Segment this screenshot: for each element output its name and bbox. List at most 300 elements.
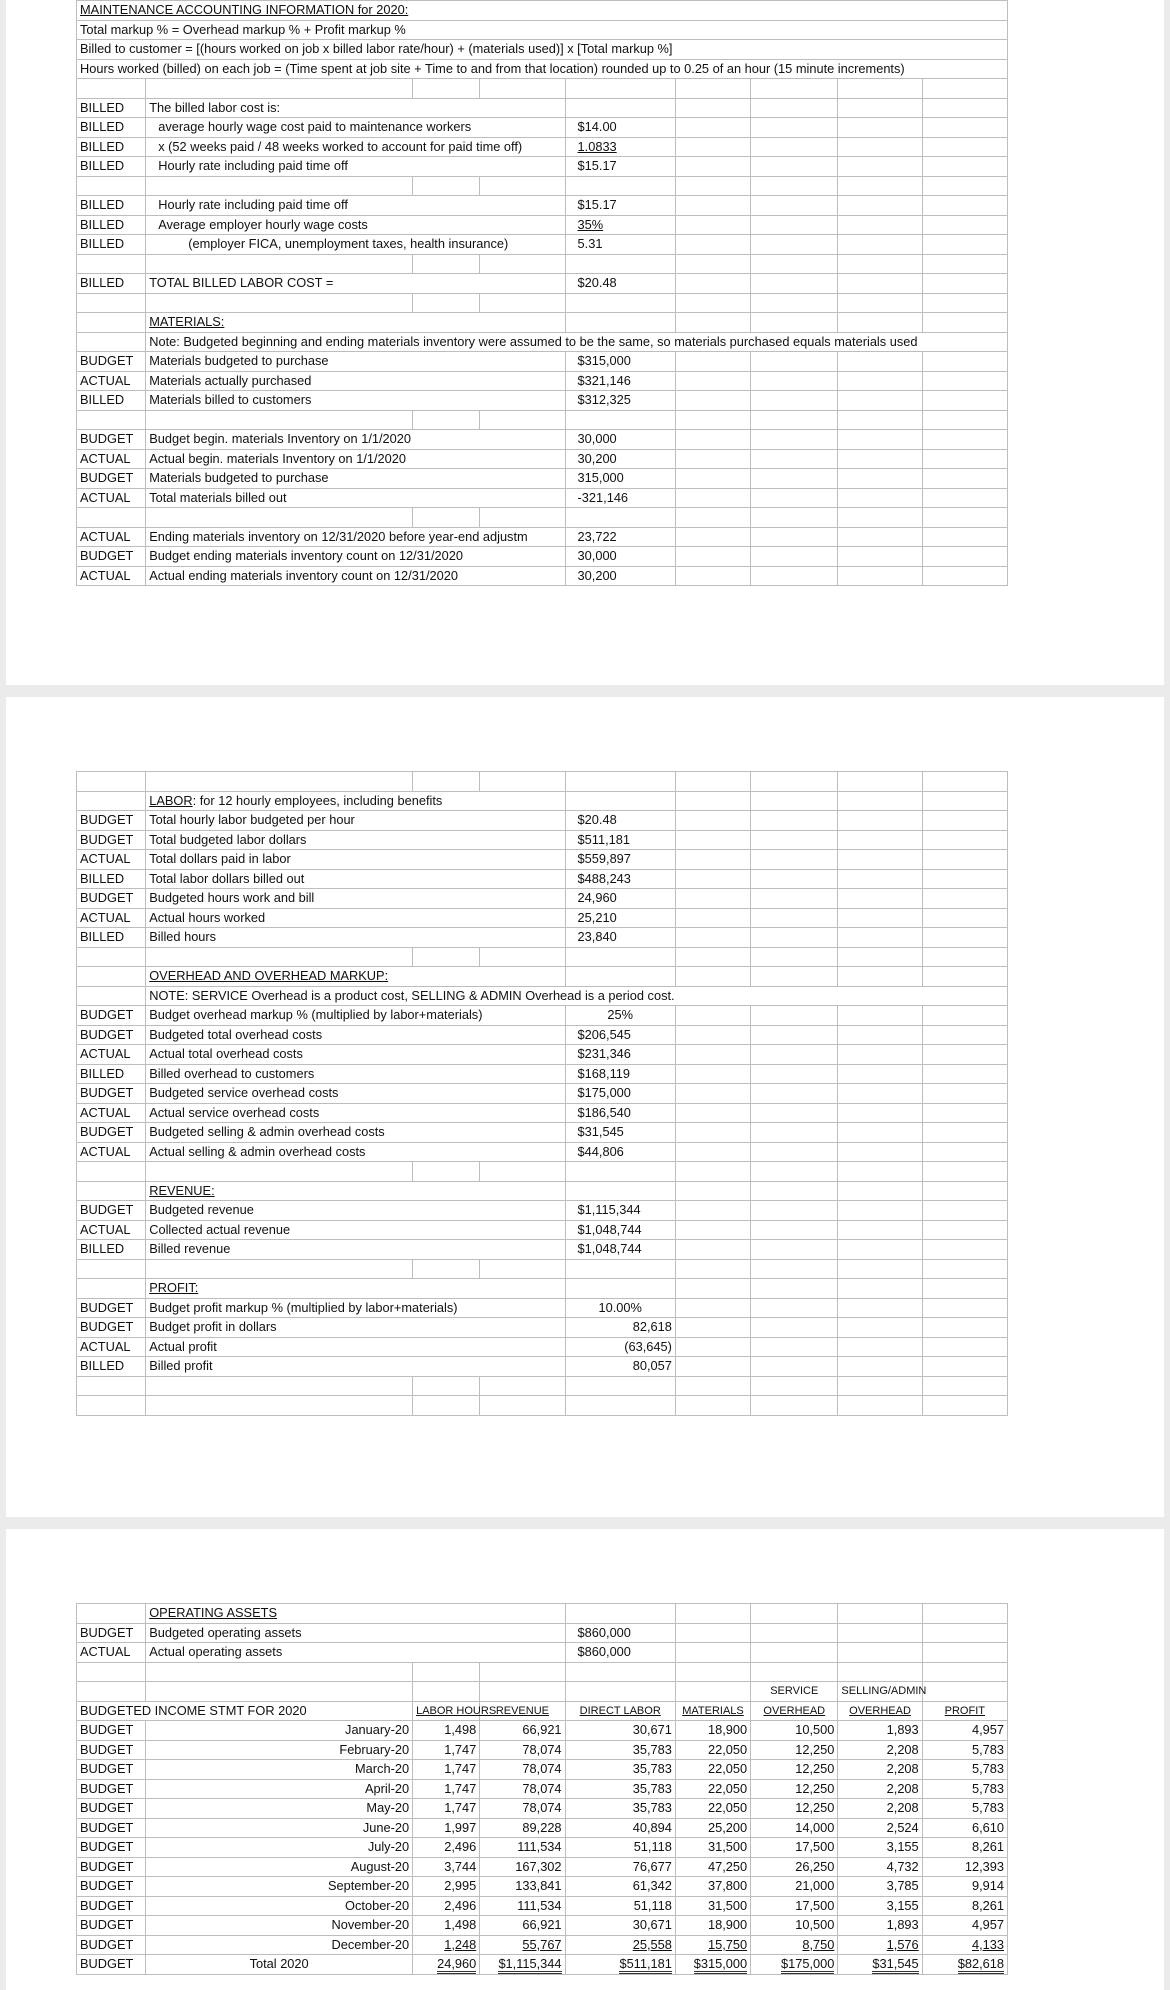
cell-revenue: 78,074 [480, 1779, 565, 1799]
table-row [77, 1142, 1008, 1162]
cell-labor: 51,118 [565, 1896, 675, 1916]
maintenance-info-table [76, 0, 1008, 586]
col-header-service-overhead: OVERHEAD [763, 1704, 826, 1717]
cell-selling: 2,208 [838, 1799, 922, 1819]
row-label: Budgeted operating assets [146, 1623, 565, 1643]
row-label: average hourly wage cost paid to maintenance workers [146, 118, 565, 138]
income-row [77, 1896, 1008, 1916]
row-value: $31,545 [565, 1123, 675, 1143]
row-value: $511,181 [565, 830, 675, 850]
row-label: Materials actually purchased [146, 371, 565, 391]
income-row [77, 1857, 1008, 1877]
cell-selling: 3,155 [838, 1896, 922, 1916]
row-tag: BUDGET [77, 1084, 146, 1104]
total-label: Total 2020 [146, 1955, 413, 1975]
cell-service: 12,250 [751, 1760, 838, 1780]
total-revenue: $1,115,344 [498, 1956, 561, 1974]
row-tag: BUDGET [77, 830, 146, 850]
row-value: $860,000 [565, 1623, 675, 1643]
row-value: $1,115,344 [565, 1201, 675, 1221]
formula-line: Billed to customer = [(hours worked on job x billed labor rate/hour) + (materials used)] x [Total markup %] [77, 40, 1008, 60]
row-value: $559,897 [565, 850, 675, 870]
row-tag: BUDGET [77, 547, 146, 567]
row-value: $15.17 [565, 196, 675, 216]
row-tag: BILLED [77, 928, 146, 948]
cell-profit: 4,957 [922, 1916, 1007, 1936]
row-value: $20.48 [565, 811, 675, 831]
row-label: Actual profit [146, 1337, 565, 1357]
row-tag: BILLED [77, 391, 146, 411]
cell-profit: 12,393 [922, 1857, 1007, 1877]
table-row [77, 430, 1008, 450]
total-service: $175,000 [781, 1956, 834, 1974]
row-value: 35% [577, 216, 604, 232]
cell-labor: 35,783 [565, 1799, 675, 1819]
row-tag: ACTUAL [77, 449, 146, 469]
row-tag: BILLED [77, 215, 146, 235]
income-row [77, 1935, 1008, 1955]
cell-hours: 2,496 [413, 1838, 480, 1858]
row-month: January-20 [146, 1721, 413, 1741]
row-tag: BUDGET [77, 1740, 146, 1760]
row-label: Budgeted total overhead costs [146, 1025, 565, 1045]
row-month: October-20 [146, 1896, 413, 1916]
cell-revenue: 55,767 [522, 1936, 562, 1952]
table-row [77, 547, 1008, 567]
cell-revenue: 111,534 [480, 1896, 565, 1916]
cell-service: 12,250 [751, 1799, 838, 1819]
cell-revenue: 78,074 [480, 1740, 565, 1760]
row-label: Ending materials inventory on 12/31/2020 before year-end adjustm [146, 527, 565, 547]
row-tag: ACTUAL [77, 1220, 146, 1240]
row-tag: BILLED [77, 137, 146, 157]
table-row [77, 1298, 1008, 1318]
row-month: September-20 [146, 1877, 413, 1897]
cell-labor: 51,118 [565, 1838, 675, 1858]
table-row [77, 811, 1008, 831]
row-tag: ACTUAL [77, 371, 146, 391]
cell-hours: 1,248 [444, 1936, 477, 1952]
section-note: Note: Budgeted beginning and ending materials inventory were assumed to be the same, so materials purchased equals materials used [146, 332, 1008, 352]
formula-line: Total markup % = Overhead markup % + Profit markup % [77, 20, 1008, 40]
income-row [77, 1838, 1008, 1858]
cell-service: 17,500 [751, 1896, 838, 1916]
row-label: Materials budgeted to purchase [146, 352, 565, 372]
cell-profit: 5,783 [922, 1740, 1007, 1760]
cell-service: 12,250 [751, 1740, 838, 1760]
cell-labor: 25,558 [632, 1936, 672, 1952]
cell-revenue: 111,534 [480, 1838, 565, 1858]
cell-revenue: 167,302 [480, 1857, 565, 1877]
row-label: Budget ending materials inventory count on 12/31/2020 [146, 547, 565, 567]
row-tag: ACTUAL [77, 1103, 146, 1123]
col-header-labor: DIRECT LABOR [579, 1704, 661, 1717]
cell-materials: 22,050 [675, 1760, 750, 1780]
table-row [77, 889, 1008, 909]
row-tag: BUDGET [77, 811, 146, 831]
row-month: April-20 [146, 1779, 413, 1799]
row-value: $206,545 [565, 1025, 675, 1045]
row-label: Total dollars paid in labor [146, 850, 565, 870]
row-label: Total hourly labor budgeted per hour [146, 811, 565, 831]
cell-profit: 6,610 [922, 1818, 1007, 1838]
table-row [77, 391, 1008, 411]
cell-selling: 3,785 [838, 1877, 922, 1897]
table-row [77, 157, 1008, 177]
cell-hours: 3,744 [413, 1857, 480, 1877]
total-materials: $315,000 [694, 1956, 747, 1974]
row-value: $321,146 [565, 371, 675, 391]
row-tag: BILLED [77, 274, 146, 294]
cell-profit: 9,914 [922, 1877, 1007, 1897]
row-tag: BUDGET [77, 1025, 146, 1045]
row-tag: BUDGET [77, 1838, 146, 1858]
revenue-section-title: REVENUE: [149, 1182, 215, 1198]
cell-selling: 1,576 [886, 1936, 919, 1952]
col-header-hours: LABOR HOURS [416, 1704, 497, 1717]
table-row [77, 1357, 1008, 1377]
cell-materials: 18,900 [675, 1721, 750, 1741]
cell-profit: 4,957 [922, 1721, 1007, 1741]
row-month: May-20 [146, 1799, 413, 1819]
cell-service: 14,000 [751, 1818, 838, 1838]
row-value: 315,000 [565, 469, 675, 489]
row-value: 30,000 [565, 547, 675, 567]
row-value: 1.0833 [577, 138, 617, 154]
row-tag: BUDGET [77, 1916, 146, 1936]
row-value: -321,146 [565, 488, 675, 508]
row-tag: BUDGET [77, 1818, 146, 1838]
total-labor: $511,181 [619, 1956, 671, 1974]
row-label: Materials billed to customers [146, 391, 565, 411]
cell-labor: 30,671 [565, 1721, 675, 1741]
row-value: $488,243 [565, 869, 675, 889]
col-header-materials: MATERIALS [682, 1704, 744, 1717]
total-hours: 24,960 [437, 1956, 476, 1974]
cell-service: 21,000 [751, 1877, 838, 1897]
cell-service: 10,500 [751, 1916, 838, 1936]
cell-selling: 4,732 [838, 1857, 922, 1877]
cell-hours: 1,747 [413, 1779, 480, 1799]
row-label: Budgeted hours work and bill [146, 889, 565, 909]
row-label: The billed labor cost is: [146, 98, 565, 118]
row-label: Actual begin. materials Inventory on 1/1/2020 [146, 449, 565, 469]
row-value: $15.17 [565, 157, 675, 177]
cell-labor: 35,783 [565, 1740, 675, 1760]
row-label: Budgeted revenue [146, 1201, 565, 1221]
row-month: March-20 [146, 1760, 413, 1780]
row-tag: ACTUAL [77, 527, 146, 547]
row-label: Actual service overhead costs [146, 1103, 565, 1123]
overhead-section-title: OVERHEAD AND OVERHEAD MARKUP: [149, 968, 389, 984]
cell-materials: 37,800 [675, 1877, 750, 1897]
sheet-page-3 [6, 1529, 1164, 1990]
cell-materials: 22,050 [675, 1740, 750, 1760]
income-row [77, 1799, 1008, 1819]
row-label: Billed hours [146, 928, 565, 948]
cell-profit: 8,261 [922, 1838, 1007, 1858]
row-label: Actual ending materials inventory count on 12/31/2020 [146, 566, 565, 586]
cell-selling: 2,208 [838, 1779, 922, 1799]
table-row [77, 527, 1008, 547]
row-value: 25% [565, 1006, 675, 1026]
table-row [77, 1623, 1008, 1643]
cell-hours: 1,747 [413, 1740, 480, 1760]
row-value: $14.00 [565, 118, 675, 138]
cell-materials: 22,050 [675, 1779, 750, 1799]
table-row [77, 1084, 1008, 1104]
cell-service: 12,250 [751, 1779, 838, 1799]
row-value: $312,325 [565, 391, 675, 411]
row-value: $175,000 [565, 1084, 675, 1104]
row-value: $860,000 [565, 1643, 675, 1663]
row-label: Budget overhead markup % (multiplied by labor+materials) [146, 1006, 565, 1026]
table-row [77, 1045, 1008, 1065]
cell-materials: 31,500 [675, 1896, 750, 1916]
row-tag: ACTUAL [77, 850, 146, 870]
row-value: $1,048,744 [565, 1240, 675, 1260]
row-tag: BUDGET [77, 1779, 146, 1799]
cell-labor: 30,671 [565, 1916, 675, 1936]
cell-selling: 1,893 [838, 1721, 922, 1741]
row-label: x (52 weeks paid / 48 weeks worked to account for paid time off) [146, 137, 565, 157]
table-row [77, 869, 1008, 889]
row-tag: BILLED [77, 1357, 146, 1377]
table-row [77, 850, 1008, 870]
cell-materials: 18,900 [675, 1916, 750, 1936]
table-row [77, 1643, 1008, 1663]
overhead-note: NOTE: SERVICE Overhead is a product cost, SELLING & ADMIN Overhead is a period cost. [146, 986, 1008, 1006]
cell-hours: 2,496 [413, 1896, 480, 1916]
row-value: 24,960 [565, 889, 675, 909]
row-label: Average employer hourly wage costs [146, 215, 565, 235]
cell-selling: 2,208 [838, 1740, 922, 1760]
row-tag: BUDGET [77, 1799, 146, 1819]
row-month: December-20 [146, 1935, 413, 1955]
income-row [77, 1779, 1008, 1799]
col-header-selling-overhead: OVERHEAD [849, 1704, 911, 1717]
row-tag: ACTUAL [77, 566, 146, 586]
cell-profit: 8,261 [922, 1896, 1007, 1916]
row-label: Hourly rate including paid time off [146, 157, 565, 177]
row-tag: ACTUAL [77, 1142, 146, 1162]
total-selling: $31,545 [872, 1956, 918, 1974]
total-billed-label: TOTAL BILLED LABOR COST = [146, 274, 565, 294]
row-tag: BILLED [77, 157, 146, 177]
row-value: 30,000 [565, 430, 675, 450]
cell-hours: 2,995 [413, 1877, 480, 1897]
row-month: July-20 [146, 1838, 413, 1858]
cell-selling: 2,208 [838, 1760, 922, 1780]
col-header-profit: PROFIT [944, 1704, 985, 1717]
row-value: 80,057 [565, 1357, 675, 1377]
row-tag: BUDGET [77, 352, 146, 372]
income-row [77, 1760, 1008, 1780]
table-row [77, 1123, 1008, 1143]
row-label: Materials budgeted to purchase [146, 469, 565, 489]
cell-materials: 47,250 [675, 1857, 750, 1877]
row-tag: BUDGET [77, 1896, 146, 1916]
profit-section-title: PROFIT: [149, 1280, 199, 1296]
row-tag: BILLED [77, 1240, 146, 1260]
cell-materials: 15,750 [707, 1936, 748, 1952]
cell-labor: 35,783 [565, 1760, 675, 1780]
cell-revenue: 78,074 [480, 1799, 565, 1819]
table-row [77, 1240, 1008, 1260]
table-row [77, 1025, 1008, 1045]
table-row [77, 371, 1008, 391]
row-tag: BUDGET [77, 1201, 146, 1221]
row-label: Hourly rate including paid time off [146, 196, 565, 216]
cell-labor: 61,342 [565, 1877, 675, 1897]
row-tag: BILLED [77, 118, 146, 138]
sheet-title: MAINTENANCE ACCOUNTING INFORMATION for 2020: [77, 1, 1008, 21]
cell-selling: 3,155 [838, 1838, 922, 1858]
income-row [77, 1877, 1008, 1897]
table-row [77, 1006, 1008, 1026]
cell-materials: 22,050 [675, 1799, 750, 1819]
table-row [77, 566, 1008, 586]
row-value: 30,200 [565, 449, 675, 469]
row-month: February-20 [146, 1740, 413, 1760]
table-row [77, 1337, 1008, 1357]
row-tag: BUDGET [77, 1298, 146, 1318]
table-row [77, 274, 1008, 294]
row-tag: BUDGET [77, 1877, 146, 1897]
row-tag: ACTUAL [77, 1045, 146, 1065]
table-row [77, 449, 1008, 469]
row-label: (employer FICA, unemployment taxes, health insurance) [146, 235, 565, 255]
income-header-row [77, 1701, 1008, 1721]
table-row [77, 908, 1008, 928]
cell-labor: 40,894 [565, 1818, 675, 1838]
table-row [77, 235, 1008, 255]
cell-materials: 25,200 [675, 1818, 750, 1838]
row-month: June-20 [146, 1818, 413, 1838]
row-tag: BUDGET [77, 1123, 146, 1143]
row-label: Actual total overhead costs [146, 1045, 565, 1065]
row-tag: BUDGET [77, 1935, 146, 1955]
row-tag: ACTUAL [77, 1337, 146, 1357]
table-row [77, 830, 1008, 850]
income-title: BUDGETED INCOME STMT FOR 2020 [77, 1701, 413, 1721]
row-month: August-20 [146, 1857, 413, 1877]
row-tag: BILLED [77, 869, 146, 889]
row-label: Total budgeted labor dollars [146, 830, 565, 850]
row-value: 5.31 [565, 235, 675, 255]
total-billed-value: $20.48 [565, 274, 675, 294]
row-tag: BILLED [77, 196, 146, 216]
row-month: November-20 [146, 1916, 413, 1936]
row-label: Collected actual revenue [146, 1220, 565, 1240]
row-value: $315,000 [565, 352, 675, 372]
cell-profit: 5,783 [922, 1760, 1007, 1780]
row-tag: BUDGET [77, 1006, 146, 1026]
table-row [77, 196, 1008, 216]
row-value: 25,210 [565, 908, 675, 928]
row-value: $44,806 [565, 1142, 675, 1162]
row-value: 30,200 [565, 566, 675, 586]
row-label: Actual selling & admin overhead costs [146, 1142, 565, 1162]
row-label: Billed profit [146, 1357, 565, 1377]
selling-group-header: SELLING/ADMIN [838, 1682, 922, 1702]
row-value: 10.00% [565, 1298, 675, 1318]
income-row [77, 1721, 1008, 1741]
cell-service: 10,500 [751, 1721, 838, 1741]
cell-profit: 5,783 [922, 1799, 1007, 1819]
cell-revenue: 133,841 [480, 1877, 565, 1897]
cell-materials: 31,500 [675, 1838, 750, 1858]
row-tag: ACTUAL [77, 488, 146, 508]
row-tag: BUDGET [77, 889, 146, 909]
cell-revenue: 78,074 [480, 1760, 565, 1780]
row-label: Budgeted selling & admin overhead costs [146, 1123, 565, 1143]
row-label: Budget profit markup % (multiplied by labor+materials) [146, 1298, 565, 1318]
row-tag: BUDGET [77, 430, 146, 450]
row-tag: BUDGET [77, 1318, 146, 1338]
row-tag: BUDGET [77, 1721, 146, 1741]
cell-hours: 1,498 [413, 1721, 480, 1741]
row-label: Total labor dollars billed out [146, 869, 565, 889]
cell-selling: 1,893 [838, 1916, 922, 1936]
row-label: Billed revenue [146, 1240, 565, 1260]
table-row [77, 1201, 1008, 1221]
table-row [77, 1318, 1008, 1338]
row-label: Billed overhead to customers [146, 1064, 565, 1084]
cell-selling: 2,524 [838, 1818, 922, 1838]
row-tag: BILLED [77, 235, 146, 255]
row-tag: ACTUAL [77, 1643, 146, 1663]
row-tag: BUDGET [77, 1955, 146, 1975]
service-group-header: SERVICE [751, 1682, 838, 1702]
row-value: 23,722 [565, 527, 675, 547]
row-value: (63,645) [565, 1337, 675, 1357]
income-row [77, 1818, 1008, 1838]
table-row [77, 98, 1008, 118]
formula-line: Hours worked (billed) on each job = (Time spent at job site + Time to and from that location) rounded up to 0.25 of an hour (15 minute increments) [77, 59, 1008, 79]
row-tag: ACTUAL [77, 908, 146, 928]
table-row [77, 928, 1008, 948]
sheet-page-1 [6, 0, 1164, 685]
table-row [77, 1103, 1008, 1123]
cell-hours: 1,997 [413, 1818, 480, 1838]
col-header-revenue: REVENUE [495, 1704, 549, 1717]
row-value: 23,840 [565, 928, 675, 948]
row-value: $186,540 [565, 1103, 675, 1123]
assets-section-title: OPERATING ASSETS [149, 1605, 277, 1621]
cell-service: 17,500 [751, 1838, 838, 1858]
cell-service: 26,250 [751, 1857, 838, 1877]
table-row [77, 469, 1008, 489]
row-tag: BUDGET [77, 1857, 146, 1877]
cell-hours: 1,747 [413, 1799, 480, 1819]
row-label: Budget begin. materials Inventory on 1/1/2020 [146, 430, 565, 450]
table-row [77, 118, 1008, 138]
table-row [77, 215, 1008, 235]
row-tag: BUDGET [77, 1623, 146, 1643]
table-row [77, 352, 1008, 372]
row-label: Actual operating assets [146, 1643, 565, 1663]
section-title: MATERIALS: [149, 314, 225, 330]
row-label: Budget profit in dollars [146, 1318, 565, 1338]
total-profit: $82,618 [958, 1956, 1004, 1974]
assets-income-table [76, 1603, 1008, 1975]
labor-overhead-table [76, 771, 1008, 1416]
row-value: 82,618 [565, 1318, 675, 1338]
row-tag: BILLED [77, 98, 146, 118]
cell-revenue: 66,921 [480, 1916, 565, 1936]
income-body [77, 1721, 1008, 1955]
